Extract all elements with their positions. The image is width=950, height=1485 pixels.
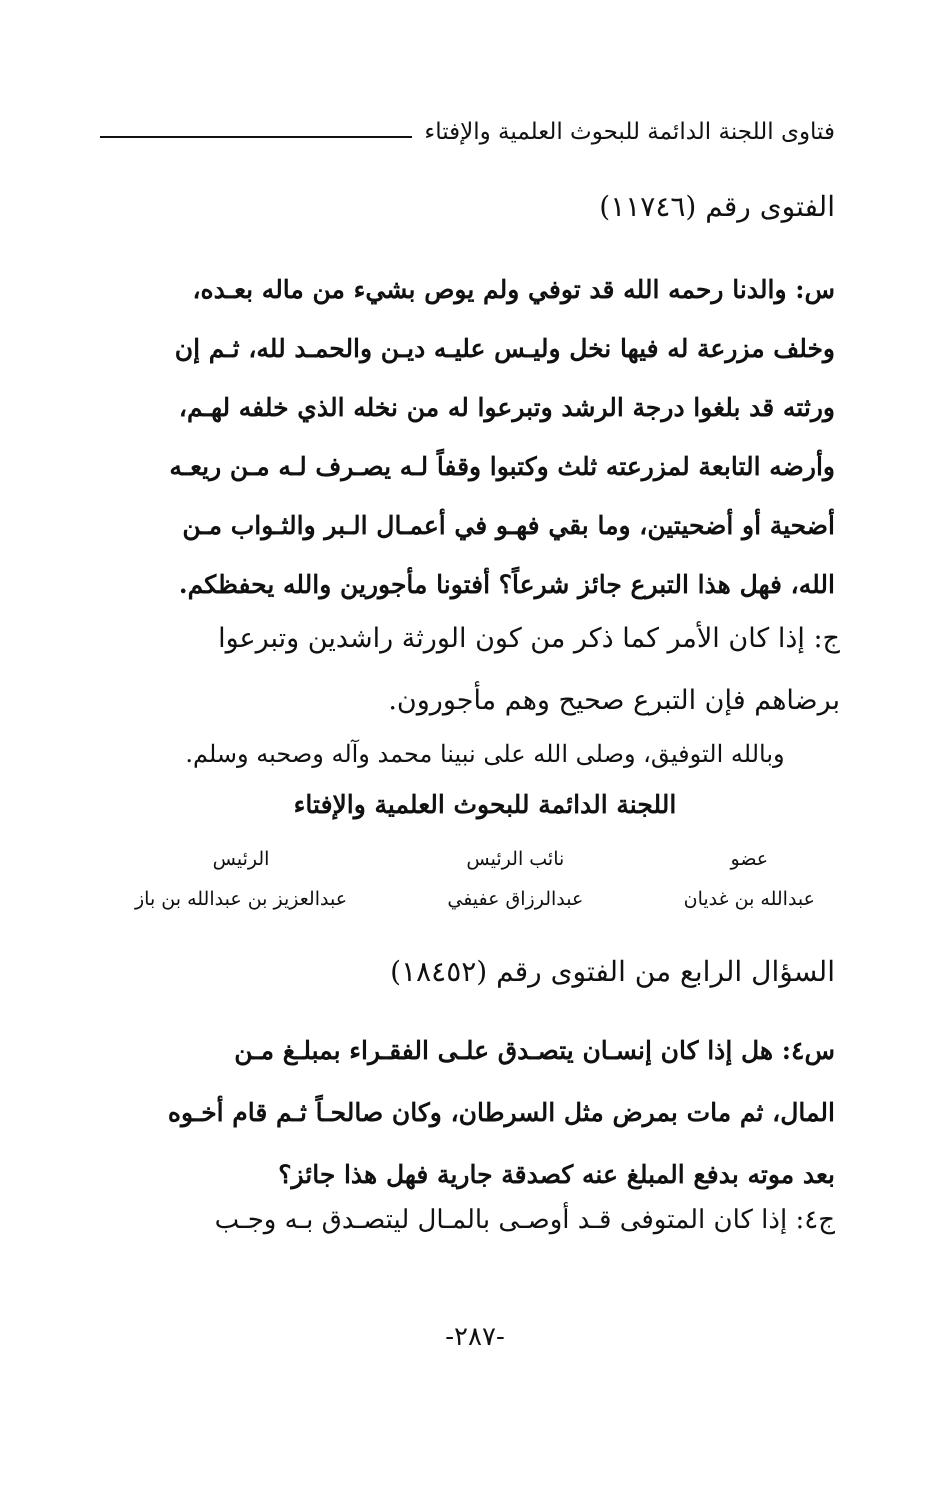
question-line: أضحية أو أضحيتين، وما بقي فهـو في أعمـال الـبر والثـواب مـن: [182, 511, 835, 540]
signature-vice-president: [447, 848, 583, 910]
fatwa-question: [135, 260, 835, 614]
question-line: بعد موته بدفع المبلغ عنه كصدقة جارية فهل هذا جائز؟: [278, 1160, 835, 1189]
signature-name: عبدالله بن غديان: [683, 888, 815, 910]
header-rule: [100, 136, 412, 138]
signature-role: عضو: [730, 848, 769, 870]
question-line: ورثته قد بلغوا درجة الرشد وتبرعوا له من نخله الذي خلفه لهـم،: [178, 393, 835, 422]
page-number: -٢٨٧-: [445, 1322, 505, 1352]
fatwa-number: الفتوى رقم (١١٧٤٦): [599, 190, 835, 223]
fatwa-answer: [115, 608, 840, 732]
question-line: س٤: هل إذا كان إنسـان يتصـدق علـى الفقـراء بمبلـغ مـن: [234, 1036, 835, 1065]
signature-member: [684, 848, 815, 910]
question-line: المال، ثم مات بمرض مثل السرطان، وكان صالحـاً ثـم قام أخـوه: [167, 1098, 835, 1127]
header-title: فتاوى اللجنة الدائمة للبحوث العلمية والإفتاء: [424, 119, 835, 145]
question-line: وخلف مزرعة له فيها نخل وليـس عليـه ديـن والحمـد لله، ثـم إن: [174, 334, 835, 363]
signature-president: [135, 848, 347, 910]
answer-line: ج: إذا كان الأمر كما ذكر من كون الورثة راشدين وتبرعوا: [218, 623, 840, 654]
signature-name: عبدالعزيز بن عبدالله بن باز: [135, 888, 348, 910]
committee-name: اللجنة الدائمة للبحوث العلمية والإفتاء: [293, 790, 677, 819]
second-fatwa-heading: السؤال الرابع من الفتوى رقم (١٨٤٥٢): [390, 955, 835, 988]
question-line: س: والدنا رحمه الله قد توفي ولم يوص بشيء من ماله بعـده،: [192, 275, 835, 304]
question-line: الله، فهل هذا التبرع جائز شرعاً؟ أفتونا مأجورين والله يحفظكم.: [178, 570, 835, 599]
closing-prayer: وبالله التوفيق، وصلى الله على نبينا محمد وآله وصحبه وسلم.: [185, 740, 785, 768]
signature-block: [135, 848, 815, 910]
question-line: وأرضه التابعة لمزرعته ثلث وكتبوا وقفاً لـه يصـرف لـه مـن ريعـه: [169, 452, 835, 481]
running-header: [100, 112, 835, 152]
second-fatwa-question: [135, 1020, 835, 1206]
signature-role: نائب الرئيس: [466, 848, 565, 870]
second-fatwa-answer: ج٤: إذا كان المتوفى قـد أوصـى بالمـال ليتصـدق بـه وجـب: [214, 1205, 835, 1235]
signature-role: الرئيس: [212, 848, 270, 870]
signature-name: عبدالرزاق عفيفي: [447, 888, 584, 910]
answer-line: برضاهم فإن التبرع صحيح وهم مأجورون.: [388, 685, 840, 716]
